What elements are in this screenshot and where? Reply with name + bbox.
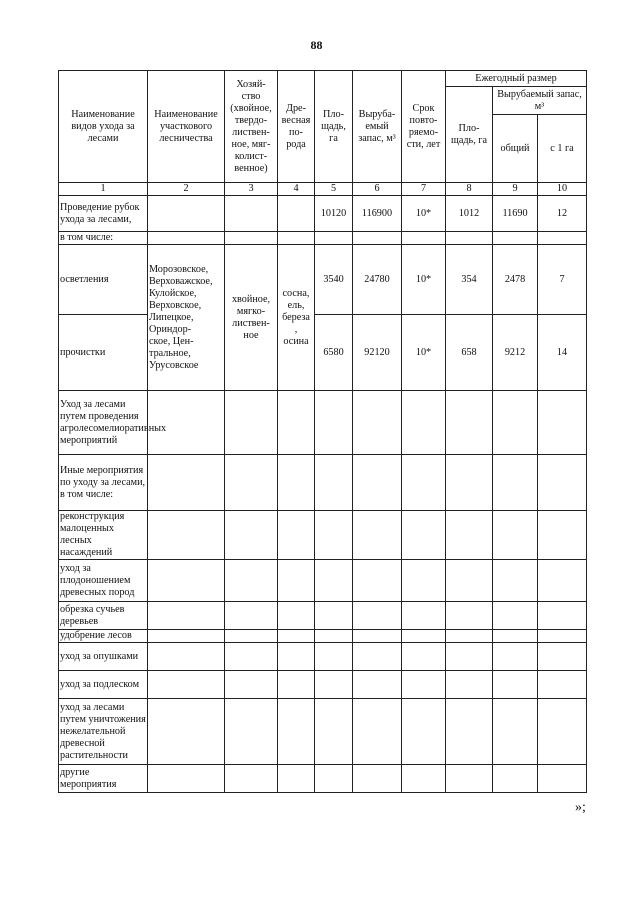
cell-area: 6580 [315,315,353,391]
header-annual-size: Ежегодный размер [446,71,587,87]
column-number: 1 [59,183,148,196]
column-number: 8 [446,183,493,196]
cell-annual-per-ha: 7 [538,245,587,315]
header-annual-area: Пло- щадь, га [446,87,493,183]
column-number: 6 [353,183,402,196]
header-care-types: Наименование видов ухода за лесами [59,71,148,183]
row-label-other: другие мероприятия [59,765,148,793]
table-row [59,699,587,765]
cell-annual-per-ha: 14 [538,315,587,391]
header-annual-harvest-volume: Вырубаемый запас, м³ [493,87,587,115]
cell-volume: 92120 [353,315,402,391]
column-number: 4 [278,183,315,196]
row-label-agro: Уход за лесами путем проведения агролесомелиоративных мероприятий [59,391,148,455]
cell-volume: 24780 [353,245,402,315]
table-row [59,232,587,245]
table-row [59,196,587,232]
row-label-fruiting-care: уход за плодоношением древесных пород [59,560,148,602]
table-row [59,671,587,699]
cell-annual-area: 354 [446,245,493,315]
row-label-including: в том числе: [59,232,148,245]
cell-annual-total: 2478 [493,245,538,315]
page-number: 88 [310,38,323,52]
table-row [59,511,587,560]
cell-annual-total: 9212 [493,315,538,391]
header-annual-total: общий [493,115,538,183]
row-label-reconstruction: реконструкция малоценных лесных насаждений [59,511,148,560]
table-row [59,315,587,391]
table-row [59,630,587,643]
column-number: 9 [493,183,538,196]
table-row [59,643,587,671]
cell-annual-area: 658 [446,315,493,391]
table-row [59,765,587,793]
economy-value: хвойное, мягко- листвен- ное [225,245,278,391]
header-harvest-volume: Выруба- емый запас, м³ [353,71,402,183]
cell-annual-total: 11690 [493,196,538,232]
cell-annual-area: 1012 [446,196,493,232]
column-number-row [59,183,587,196]
cell-area: 10120 [315,196,353,232]
row-label-thinning: Проведение рубок ухода за лесами, [59,196,148,232]
table-row [59,245,587,315]
row-label-pruning: обрезка сучьев деревьев [59,602,148,630]
column-number: 10 [538,183,587,196]
cell-area: 3540 [315,245,353,315]
row-label-unwanted-vegetation: уход за лесами путем уничтожения нежелательной древесной растительности [59,699,148,765]
species-value: сосна, ель, береза , осина [278,245,315,391]
row-label-undergrowth: уход за подлеском [59,671,148,699]
cell-period: 10* [402,315,446,391]
row-label-fertilization: удобрение лесов [59,630,148,643]
table-row [59,391,587,455]
closing-quote: »; [575,800,586,815]
row-label-other-measures: Иные мероприятия по уходу за лесами, в том числе: [59,455,148,511]
header-forestry: Наименование участкового лесничества [148,71,225,183]
cell-annual-per-ha: 12 [538,196,587,232]
table-row [59,560,587,602]
column-number: 2 [148,183,225,196]
forestries-list: Морозовское, Верховажское, Кулойское, Верховское, Липецкое, Ориндор- ское, Цен- тральное, Урусовское [148,245,225,391]
header-species: Дре- весная по- рода [278,71,315,183]
cell-period: 10* [402,245,446,315]
column-number: 5 [315,183,353,196]
header-annual-per-ha: с 1 га [538,115,587,183]
header-area: Пло- щадь, га [315,71,353,183]
table-row [59,602,587,630]
table-row [59,455,587,511]
column-number: 7 [402,183,446,196]
column-number: 3 [225,183,278,196]
row-label-clarification: осветления [59,245,148,315]
header-economy: Хозяй- ство (хвойное, твердо- листвен- ное, мяг- колист- венное) [225,71,278,183]
row-label-edges: уход за опушками [59,643,148,671]
header-repeat-period: Срок повто- ряемо- сти, лет [402,71,446,183]
cell-volume: 116900 [353,196,402,232]
cell-period: 10* [402,196,446,232]
forest-care-table [58,70,587,793]
row-label-cleaning: прочистки [59,315,148,391]
